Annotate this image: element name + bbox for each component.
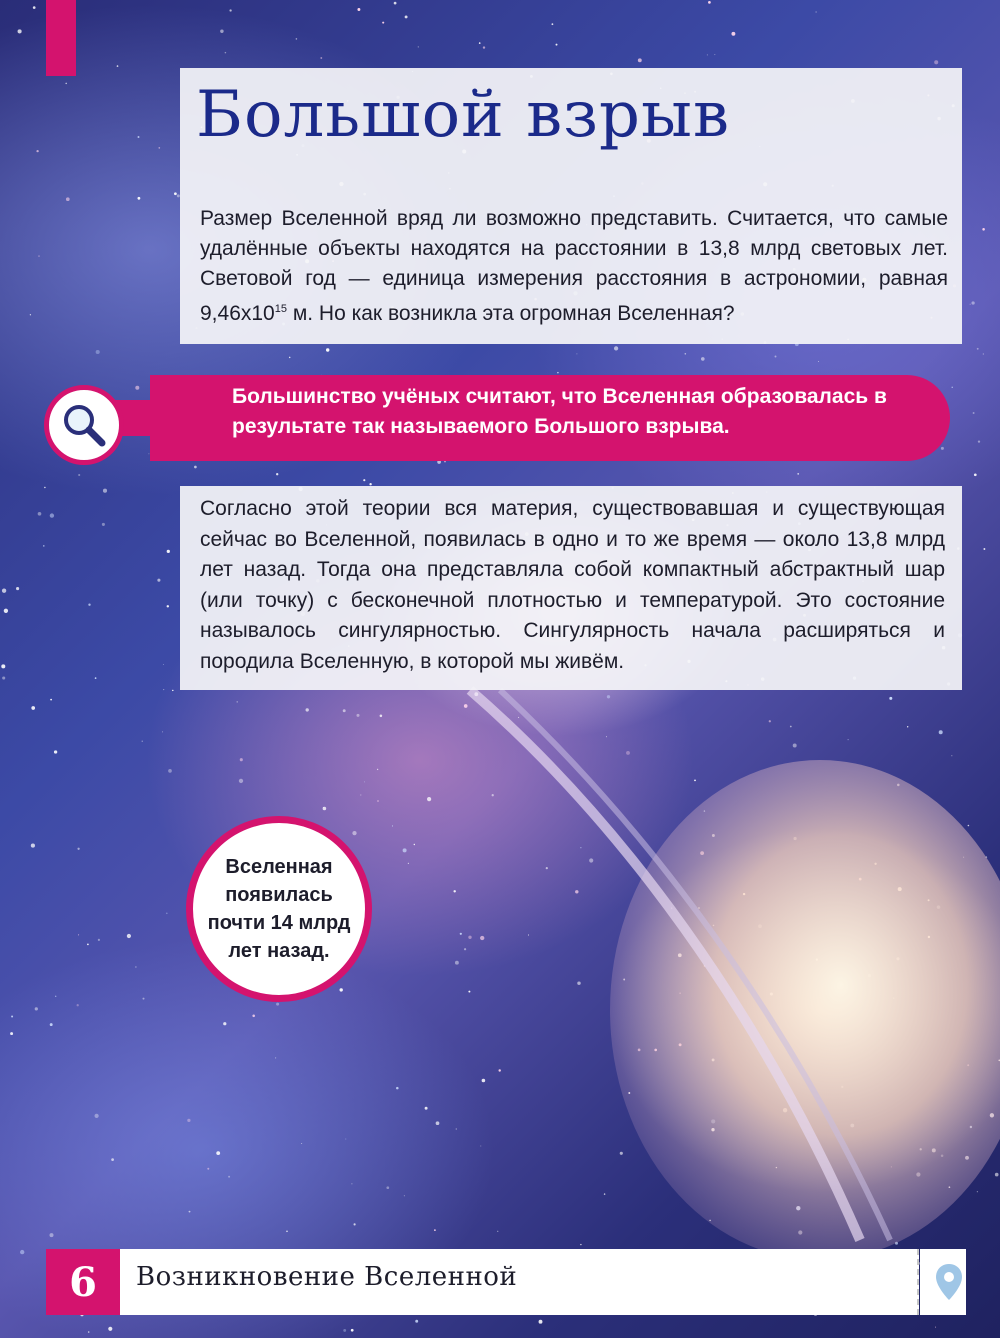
page-title: Большой взрыв: [196, 78, 730, 152]
intro-text-end: м. Но как возникла эта огромная Вселенная?: [286, 302, 735, 325]
fact-text: Большинство учёных считают, что Вселенная образовалась в результате так называемого Большого взрыва.: [232, 385, 887, 438]
age-badge: [186, 816, 372, 1002]
intro-text: Размер Вселенной вряд ли возможно представить. Считается, что самые удалённые объекты находятся на расстоянии в 13,8 млрд световых лет. Световой год — единица измерения расстояния в астрономии, равная 9,46x10: [200, 207, 948, 325]
intro-exponent: 15: [274, 303, 287, 315]
section-title: Возникновение Вселенной: [136, 1262, 518, 1292]
map-pin-icon: [934, 1262, 964, 1302]
intro-paragraph: [200, 204, 948, 329]
page-number: 6: [46, 1249, 120, 1315]
magnifier-icon: [44, 385, 124, 465]
age-badge-text: Вселенная появилась почти 14 млрд лет назад.: [207, 856, 351, 962]
top-accent-tab: [46, 0, 76, 76]
theory-paragraph: Согласно этой теории вся материя, существовавшая и существующая сейчас во Вселенной, появилась в одно и то же время — около 13,8 млрд лет назад. Тогда она представляла собой компактный абстрактный шар (или точку) с бесконечной плотностью и температурой. Это состояние называлось сингулярностью. Сингулярность начала расширяться и породила Вселенную, в которой мы живём.: [200, 497, 945, 673]
